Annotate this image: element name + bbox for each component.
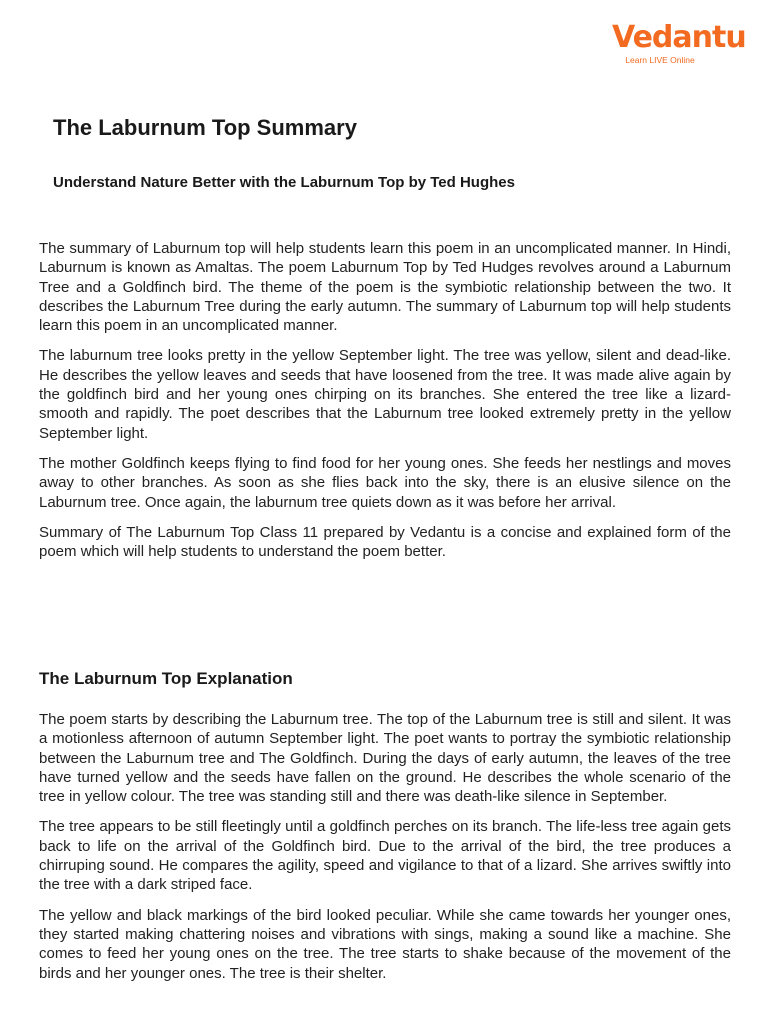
vedantu-logo[interactable] (612, 20, 746, 65)
logo-wordmark: Vedantu (612, 20, 746, 55)
explanation-section (39, 710, 731, 994)
explanation-paragraph: The tree appears to be still fleetingly until a goldfinch perches on its branch. The life-less tree again gets back to life on the arrival of the Goldfinch bird. Due to the arrival of the bird, the tree produces a chirruping sound. He compares the agility, speed and vigilance to that of a lizard. She arrives swiftly into the tree with a dark striped face. (39, 818, 731, 894)
page-subtitle: Understand Nature Better with the Laburnum Top by Ted Hughes (53, 174, 515, 191)
summary-paragraph: The summary of Laburnum top will help students learn this poem in an uncomplicated manner. In Hindi, Laburnum is known as Amaltas. The poem Laburnum Top by Ted Hudges revolves around a Laburnum Tree and a Goldfinch bird. The theme of the poem is the symbiotic relationship between the two. It describes the Laburnum Tree during the early autumn. The summary of Laburnum top will help students learn this poem in an uncomplicated manner. (39, 240, 731, 335)
summary-paragraph: The mother Goldfinch keeps flying to find food for her young ones. She feeds her nestlings and moves away to other branches. As soon as she flies back into the sky, there is an elusive silence on the Laburnum tree. Once again, the laburnum tree quiets down as it was before her arrival. (39, 454, 731, 511)
summary-paragraph: The laburnum tree looks pretty in the yellow September light. The tree was yellow, silent and dead-like. He describes the yellow leaves and seeds that have loosened from the tree. It was made alive again by the goldfinch bird and her young ones chirping on its branches. She entered the tree like a lizard- smooth and rapidly. The poet describes that the Laburnum tree looked extremely pretty in the yellow September light. (39, 347, 731, 442)
summary-paragraph: Summary of The Laburnum Top Class 11 prepared by Vedantu is a concise and explained form of the poem which will help students to understand the poem better. (39, 523, 731, 561)
explanation-paragraph: The poem starts by describing the Laburnum tree. The top of the Laburnum tree is still and silent. It was a motionless afternoon of autumn September light. The poet wants to portray the symbiotic relationship between the Laburnum tree and The Goldfinch. During the days of early autumn, the leaves of the tree have turned yellow and the seeds have fallen on the ground. He describes the whole scenario of the tree in yellow colour. The tree was standing still and there was death-like silence in September. (39, 711, 731, 806)
explanation-heading: The Laburnum Top Explanation (39, 669, 293, 688)
page-title: The Laburnum Top Summary (53, 115, 357, 140)
logo-tagline: Learn LIVE Online (625, 55, 695, 65)
summary-section (39, 239, 731, 572)
explanation-paragraph: The yellow and black markings of the bird looked peculiar. While she came towards her younger ones, they started making chattering noises and vibrations with sings, making a sound like a machine. She comes to feed her young ones on the tree. The tree starts to shake because of the movement of the birds and her younger ones. The tree is their shelter. (39, 906, 731, 982)
